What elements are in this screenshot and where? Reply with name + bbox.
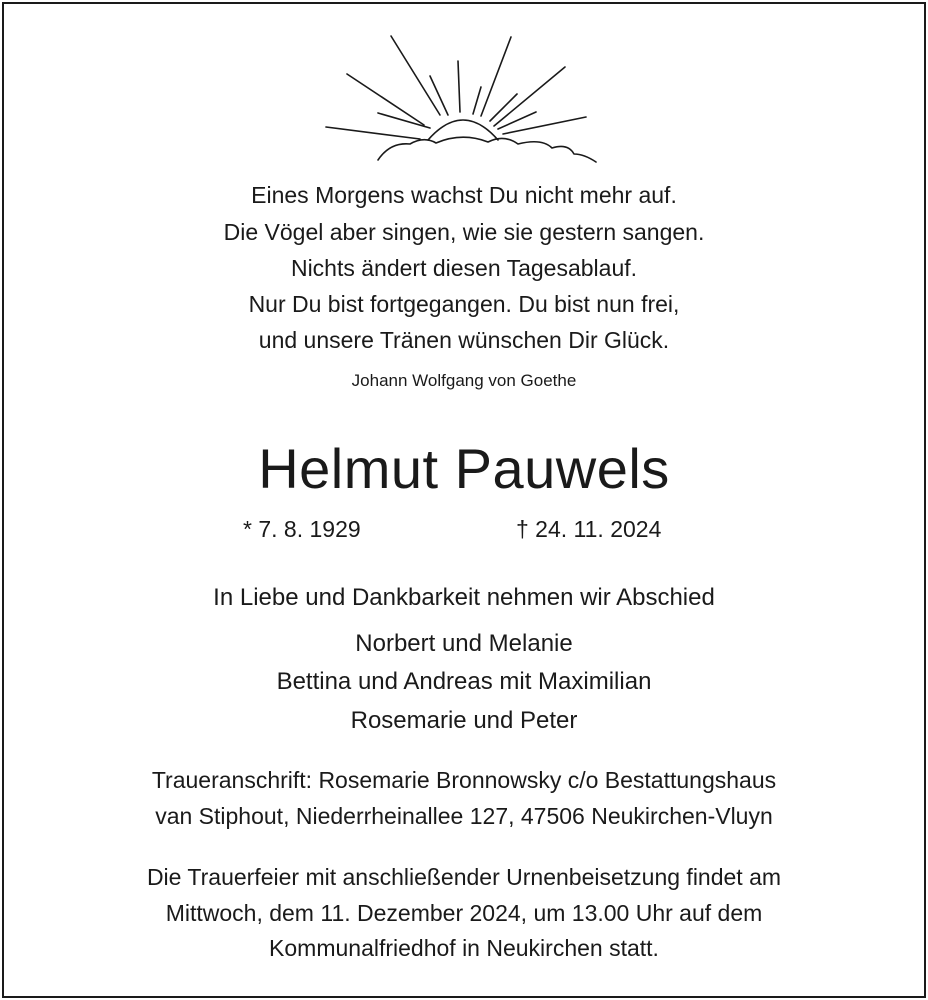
mourner-line-1: Norbert und Melanie: [355, 630, 573, 657]
sunrise-icon: [320, 30, 608, 164]
poem-line-2: Die Vögel aber singen, wie sie gestern sangen.: [223, 219, 705, 245]
deceased-name: Helmut Pauwels: [258, 437, 670, 500]
poem-line-4: Nur Du bist fortgegangen. Du bist nun frei,: [248, 291, 680, 317]
farewell-intro: In Liebe und Dankbarkeit nehmen wir Abschied: [213, 584, 715, 611]
life-dates: [0, 516, 928, 546]
mourner-line-2: Bettina und Andreas mit Maximilian: [276, 668, 652, 695]
poem-line-5: und unsere Tränen wünschen Dir Glück.: [258, 327, 670, 353]
poem-line-1: Eines Morgens wachst Du nicht mehr auf.: [251, 182, 677, 208]
poem-line-3: Nichts ändert diesen Tagesablauf.: [290, 255, 638, 281]
mourner-line-3: Rosemarie und Peter: [350, 707, 578, 734]
poem-author: Johann Wolfgang von Goethe: [351, 371, 577, 390]
death-date: † 24. 11. 2024: [516, 516, 662, 542]
ceremony-line-2: Mittwoch, dem 11. Dezember 2024, um 13.00 Uhr auf dem: [165, 900, 763, 926]
ceremony-line-1: Die Trauerfeier mit anschließender Urnenbeisetzung findet am: [146, 864, 782, 890]
ceremony-line-3: Kommunalfriedhof in Neukirchen statt.: [269, 935, 659, 961]
address-line-2: van Stiphout, Niederrheinallee 127, 47506 Neukirchen-Vluyn: [155, 803, 773, 829]
birth-date: * 7. 8. 1929: [243, 516, 361, 542]
address-line-1: Traueranschrift: Rosemarie Bronnowsky c/o Bestattungshaus: [151, 767, 777, 793]
